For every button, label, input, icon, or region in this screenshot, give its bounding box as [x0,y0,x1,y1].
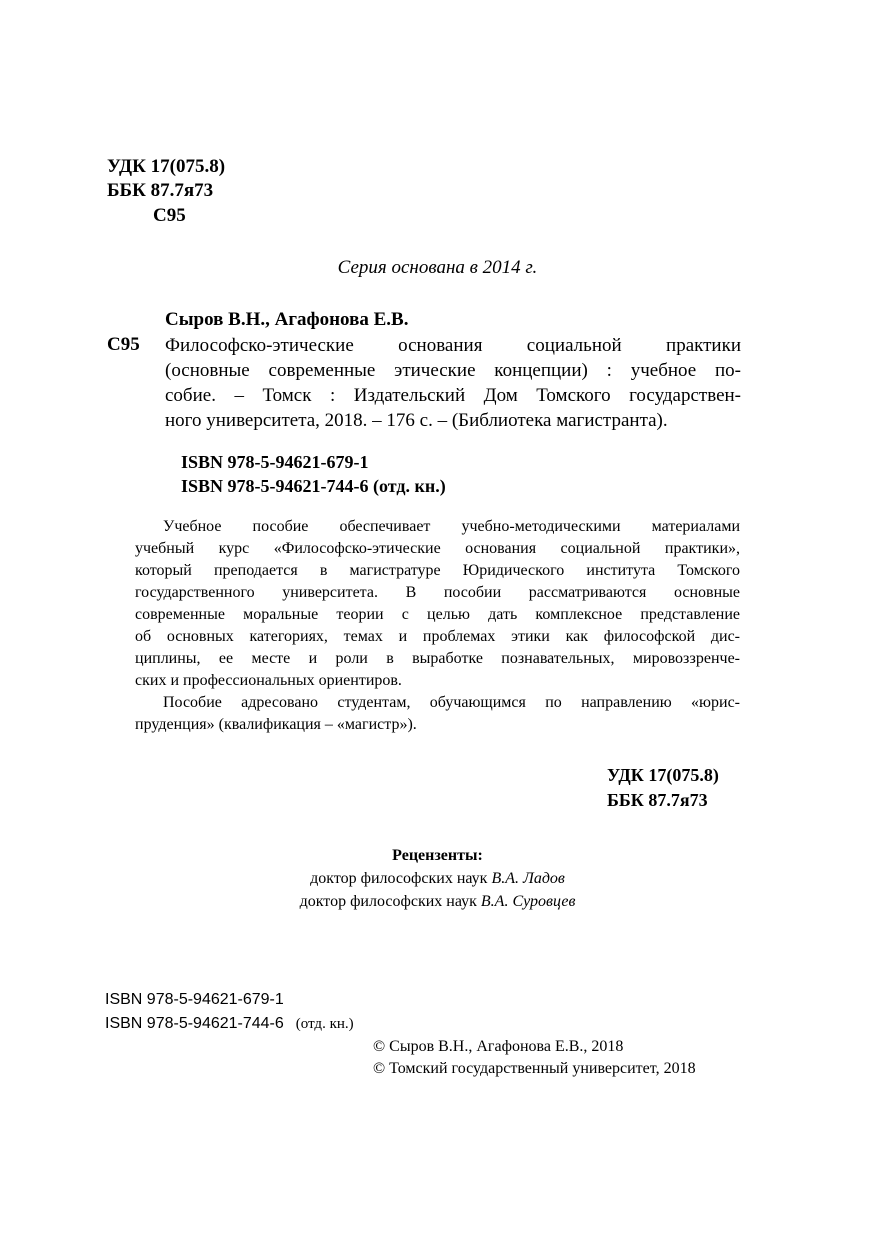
reviewer-entry [0,867,875,890]
footer-isbn-2: ISBN 978-5-94621-744-6 [105,1015,284,1032]
annotation [135,516,740,736]
annotation-line: учебный курс «Философско-этические основания социальной практики», [135,540,740,557]
reviewer-name: В.А. Ладов [491,870,565,887]
copyright-university: © Томский государственный университет, 2018 [373,1060,696,1077]
record-author-mark: С95 [107,334,140,355]
udk-code: УДК 17(075.8) [107,156,226,177]
reviewers-heading: Рецензенты: [392,847,483,864]
classification [607,763,719,813]
footer-isbn-2-note: (отд. кн.) [295,1016,354,1032]
classification-bbk: ББК 87.7я73 [607,790,708,810]
record-isbn-1: ISBN 978-5-94621-679-1 [181,452,369,472]
footer-isbn-1: ISBN 978-5-94621-679-1 [105,991,284,1008]
bbk-code: ББК 87.7я73 [107,180,214,201]
description-line: ного университета, 2018. – 176 с. – (Библиотека магистранта). [165,410,668,431]
footer-isbn-2-line [105,1013,354,1035]
copyright-authors: © Сыров В.Н., Агафонова Е.В., 2018 [373,1038,624,1055]
record-description [165,333,741,433]
annotation-line: Учебное пособие обеспечивает учебно-методическими материалами [163,518,740,535]
reviewer-entry [0,890,875,913]
annotation-line: пруденция» (квалификация – «магистр»). [135,716,417,733]
annotation-line: об основных категориях, темах и проблемах этики как философской дис- [135,628,740,645]
series-note: Серия основана в 2014 г. [337,257,538,278]
annotation-line: современные моральные теории с целью дать комплексное представление [135,606,740,623]
classification-udk: УДК 17(075.8) [607,765,719,785]
record-authors: Сыров В.Н., Агафонова Е.В. [165,309,409,330]
description-line: Философско-этические основания социальной практики [165,335,741,356]
reviewer-title: доктор философских наук [310,870,488,887]
annotation-line: Пособие адресовано студентам, обучающимся по направлению «юрис- [163,694,740,711]
reviewer-name: В.А. Суровцев [480,893,576,910]
description-line: собие. – Томск : Издательский Дом Томского государствен- [165,385,741,406]
reviewers-block [0,844,875,913]
reviewer-title: доктор философских наук [299,893,477,910]
annotation-line: государственного университета. В пособии рассматриваются основные [135,584,740,601]
annotation-line: циплины, ее месте и роли в выработке познавательных, мировоззренче- [135,650,740,667]
description-line: (основные современные этические концепции) : учебное по- [165,360,741,381]
author-mark: С95 [153,205,186,226]
annotation-line: который преподается в магистратуре Юридического института Томского [135,562,740,579]
record-isbn-2: ISBN 978-5-94621-744-6 (отд. кн.) [181,476,446,496]
annotation-line: ских и профессиональных ориентиров. [135,672,402,689]
